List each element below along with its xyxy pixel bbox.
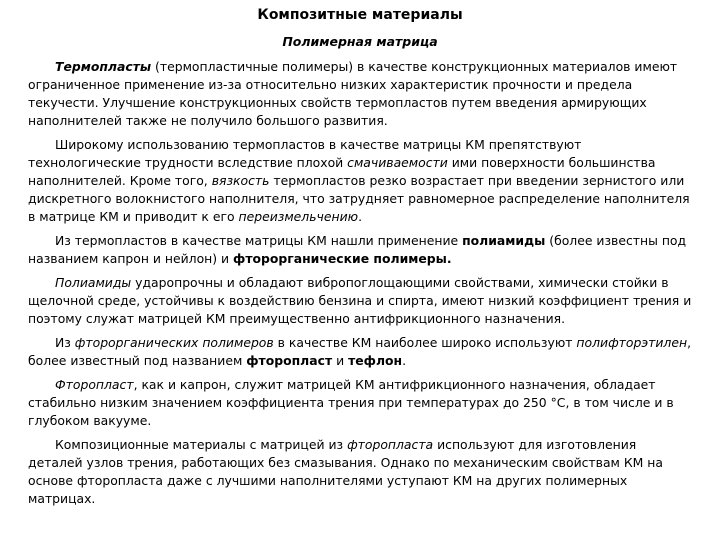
paragraph-obstacles: [28, 136, 692, 226]
paragraph-text: и: [332, 353, 349, 368]
paragraph-text: Из: [55, 335, 75, 350]
paragraph-polyamides: [28, 274, 692, 328]
paragraph-text: .: [402, 353, 407, 368]
term-polyfluoroethylene: полифторэтилен: [576, 335, 688, 350]
section-subtitle: Полимерная матрица: [282, 34, 438, 49]
paragraph-text: , как и капрон, служит матрицей КМ антифрикционного назначения, обладает стабильно низким значением коэффициента трения при температурах до 250 °С, в том числе и в глубоком вакууме.: [28, 377, 674, 428]
paragraph-ftoroplast-properties: [28, 376, 692, 430]
page-title: Композитные материалы: [257, 7, 463, 23]
paragraph-composites-usage: [28, 436, 692, 508]
paragraph-text: в качестве КМ наиболее широко используют: [273, 335, 577, 350]
paragraph-text: термопластов резко возрастает при введении зернистого или дискретного волокнистого наполнителя, что затрудняет равномерное распределение наполнителя в матрице КМ и приводит к его: [28, 173, 690, 224]
paragraph-thermoplastics: [28, 58, 692, 130]
term-viscosity: вязкость: [211, 173, 270, 188]
term-ftoroplast-matrix: фторопласта: [347, 437, 434, 452]
term-thermoplastics: Термопласты: [55, 59, 152, 74]
paragraph-text: (термопластичные полимеры) в качестве конструкционных материалов имеют ограниченное применение из-за относительно низких характеристик прочности и предела текучести. Улучшение конструкционных свойств термопластов путем введения армирующих наполнителей также не получило большого развития.: [28, 59, 678, 128]
term-ftoroplast-italic: Фторопласт: [55, 377, 134, 392]
paragraph-text: Композиционные материалы с матрицей из: [55, 437, 348, 452]
paragraph-text: , более известный под названием: [28, 335, 692, 368]
paragraph-fluoropolymers: [28, 334, 692, 370]
paragraph-text: Из термопластов в качестве матрицы КМ нашли применение: [55, 233, 463, 248]
paragraph-text: Широкому использованию термопластов в качестве матрицы КМ препятствуют технологические трудности вследствие плохой: [28, 137, 582, 170]
term-overgrinding: переизмельчению: [238, 209, 359, 224]
paragraph-applications: [28, 232, 692, 268]
paragraph-text: .: [358, 209, 363, 224]
paragraph-text: используют для изготовления деталей узлов трения, работающих без смазывания. Однако по механическим свойствам КМ на основе фторопласта даже с лучшими наполнителями уступают КМ на других полимерных матрицах.: [28, 437, 663, 506]
term-ftoroplast: фторопласт: [246, 353, 333, 368]
term-polyamides: полиамиды: [462, 233, 546, 248]
term-teflon: тефлон: [348, 353, 403, 368]
term-polyamides-italic: Полиамиды: [55, 275, 132, 290]
term-wettability: смачиваемости: [347, 155, 448, 170]
paragraph-text: (более известны под названием капрон и нейлон) и: [28, 233, 687, 266]
term-fluoroorganic-polymers: фторорганических полимеров: [74, 335, 274, 350]
term-fluoropolymers: фторорганические полимеры.: [233, 251, 452, 266]
paragraph-text: ими поверхности большинства наполнителей. Кроме того,: [28, 155, 656, 188]
paragraph-text: ударопрочны и обладают вибропоглощающими свойствами, химически стойки в щелочной среде, устойчивы к воздействию бензина и спирта, имеют низкий коэффициент трения и поэтому служат матрицей КМ преимущественно антифрикционного назначения.: [28, 275, 692, 326]
